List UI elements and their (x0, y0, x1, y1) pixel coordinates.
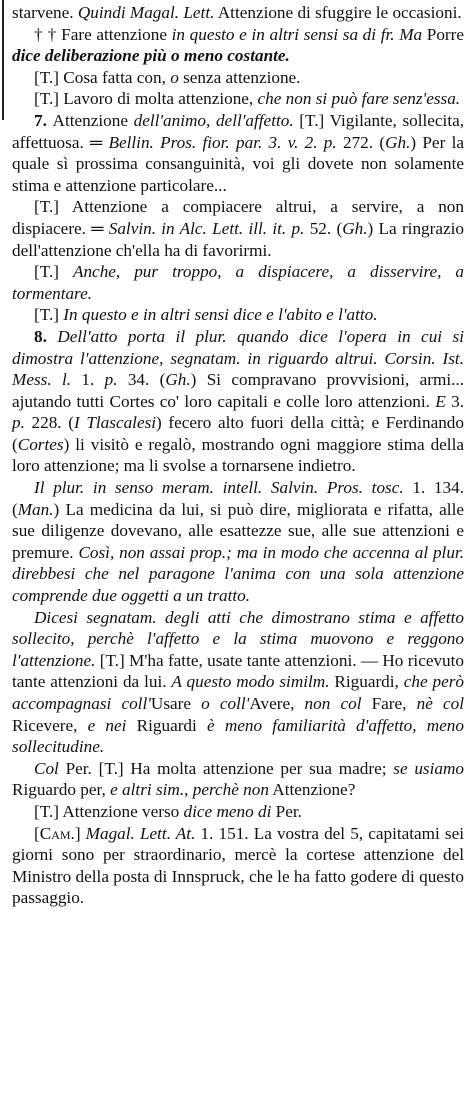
dictionary-paragraph (12, 2, 464, 24)
dictionary-paragraph (12, 758, 464, 801)
text-run: , (184, 780, 193, 800)
text-run: dell'animo, dell'affetto. (133, 110, 294, 130)
text-run: Attenzione (52, 110, 134, 130)
text-run: ) li visitò e regalò, mostrando ogni maggiore stima della loro attenzione; ma li svolse a tornarsene indietro. (12, 434, 464, 476)
text-run: Lavoro di molta attenzione, (58, 89, 258, 109)
text-run: ) La ringrazio dell'attenzione ch'ella ha di favorirmi. (12, 218, 464, 260)
text-run: E (435, 391, 446, 411)
text-run: 8. (34, 326, 58, 346)
source-tag: [T.] (34, 67, 59, 87)
text-run: Cosa fatta con, (58, 67, 171, 87)
text-run: è meno familiarità d'affetto, meno sollecitudine. (12, 715, 464, 757)
text-run: Vigilante, sollecita, affettuosa. ═ (12, 110, 465, 152)
text-run: ) La medicina da lui, si può dire, migliorata e rifatta, alle sue diligenze dovevano, alle esattezze sue, alle sue attenzioni e premure. (12, 499, 464, 562)
source-tag: [T.] (34, 89, 59, 109)
source-tag: [T.] (34, 197, 59, 217)
text-run: Gh. (385, 132, 411, 152)
text-run: o coll' (201, 694, 250, 713)
source-tag: [T.] (299, 110, 325, 130)
text-run: Usare (150, 694, 202, 713)
text-run: dice deliberazione più o meno costante. (12, 46, 290, 66)
text-run: 1. 134. ( (12, 478, 465, 519)
text-run: perchè non (192, 780, 269, 800)
text-run: Ha molta attenzione per sua madre; (123, 758, 394, 778)
text-run: Gh. (342, 218, 368, 238)
text-run: Col (34, 758, 59, 778)
text-run: Bellin. Pros. fior. par. 3. v. 2. p. (108, 132, 337, 152)
text-run: starvene. (12, 3, 78, 22)
text-run: dice meno di (183, 801, 272, 821)
dictionary-paragraph (12, 801, 464, 823)
text-run: Per. (58, 758, 99, 778)
text-run: Dicesi segnatam. degli atti che dimostrano stima e affetto sollecito, perchè l'affetto e la stima muovono e reggono l'attenzione. (12, 607, 464, 670)
text-run: 3. (445, 391, 465, 411)
dictionary-paragraph (12, 24, 464, 67)
dictionary-paragraph (12, 326, 464, 477)
text-run: A questo modo similm. (171, 672, 330, 692)
text-run: Per. (271, 801, 302, 821)
text-run: Attenzione di sfuggire le occasioni. (214, 3, 462, 22)
text-run: Cortes (17, 434, 64, 454)
text-run: Dell'atto porta il plur. quando dice l'opera in cui si dimostra l'attenzione, segnatam. in riguardo altrui. Corsin. Ist. Mess. l. (12, 326, 464, 390)
text-run: Attenzione verso (58, 801, 184, 821)
text-run: Attenzione a compiacere altrui, a servire, a non dispiacere. ═ (12, 197, 464, 238)
text-run: p. (104, 370, 118, 390)
text-run: Magal. Lett. At. (85, 823, 196, 843)
text-run: M'ha fatte, usate tante attenzioni. — Ho ricevuto tante attenzioni da lui. (12, 650, 465, 692)
dictionary-text-body (12, 2, 464, 909)
text-run: se usiamo (393, 758, 464, 778)
source-tag: [T.] (34, 305, 59, 325)
text-run: Salvin. in Alc. Lett. ill. it. p. (108, 218, 305, 238)
text-run: ) Si compravano provvisioni, armi... ajutando tutti Cortes co' loro capitali e colle loro attenzioni. (12, 370, 464, 411)
text-run: 7. (34, 110, 53, 130)
dictionary-paragraph (12, 196, 464, 261)
text-run: Riguardo per, (12, 780, 111, 800)
text-run: Porre (422, 24, 464, 44)
dictionary-paragraph (12, 67, 464, 89)
text-run: nè col (416, 694, 464, 713)
text-run: 228. ( (24, 413, 74, 433)
text-run: Così, non assai prop.; ma in modo che accenna al plur. direbbesi che nel paragone l'anima con una sola attenzione comprende due oggetti a un tratto. (12, 542, 464, 606)
text-run: I Tlascalesi (73, 413, 157, 433)
text-run: 1. 151. La vostra del 5, capitatami sei giorni sono per straordinario, mercè la cortese attenzione del Ministro della posta di Innspruck, che le ha fatto godere di questo passaggio. (12, 823, 465, 908)
text-run: Attenzione? (268, 780, 356, 800)
dictionary-paragraph (12, 823, 464, 909)
text-run: ) Per la quale sì prossima consanguinità, voi gli dovete non solamente stima e attenzione particolare... (12, 132, 464, 195)
text-run: Riguardi (126, 715, 208, 735)
text-run: Man. (17, 499, 54, 519)
text-run: non col (304, 694, 362, 713)
text-run (59, 262, 73, 281)
text-run: 34. ( (117, 370, 166, 390)
text-run: Fare, (361, 694, 417, 713)
dictionary-paragraph (12, 88, 464, 110)
text-run: che non si può fare senz'essa. (257, 89, 461, 109)
text-run: Riguardi, (329, 672, 404, 692)
text-run: Ricevere, (12, 715, 88, 735)
dictionary-paragraph (12, 477, 464, 607)
dictionary-paragraph (12, 261, 464, 304)
text-run: senza attenzione. (178, 67, 301, 87)
text-run: o (170, 67, 179, 87)
text-run: in questo e in altri sensi sa di fr. Ma (171, 24, 423, 44)
text-run: ) fecero alto fuori della città; e Ferdinando ( (12, 413, 464, 454)
source-tag: [T.] (98, 758, 124, 778)
text-run: p. (12, 413, 25, 433)
text-run: e nei (87, 715, 127, 735)
text-run: 1. (71, 370, 105, 390)
text-run: che però accompagnasi coll' (12, 672, 464, 713)
text-run: Gh. (165, 370, 191, 390)
text-run: Il plur. in senso meram. intell. Salvin. Pros. tosc. (34, 478, 404, 498)
dictionary-paragraph (12, 607, 464, 758)
source-tag: [T.] (34, 801, 59, 821)
text-run: 272. ( (336, 132, 386, 152)
text-run: Anche, pur troppo, a dispiacere, a disservire, a tormentare. (12, 262, 465, 303)
text-run: † † Fare attenzione (34, 24, 172, 44)
dictionary-paragraph (12, 304, 464, 326)
source-tag: [T.] (99, 650, 125, 670)
text-run: Quindi Magal. Lett. (77, 3, 215, 22)
text-run: e altri sim. (110, 780, 185, 800)
source-tag: [T.] (34, 262, 59, 282)
dictionary-paragraph (12, 110, 464, 196)
text-run: 52. ( (304, 218, 343, 238)
text-run: Avere, (249, 694, 305, 713)
text-run: In questo e in altri sensi dice e l'abito e l'atto. (63, 305, 378, 325)
source-tag: [Cam.] (34, 823, 81, 843)
